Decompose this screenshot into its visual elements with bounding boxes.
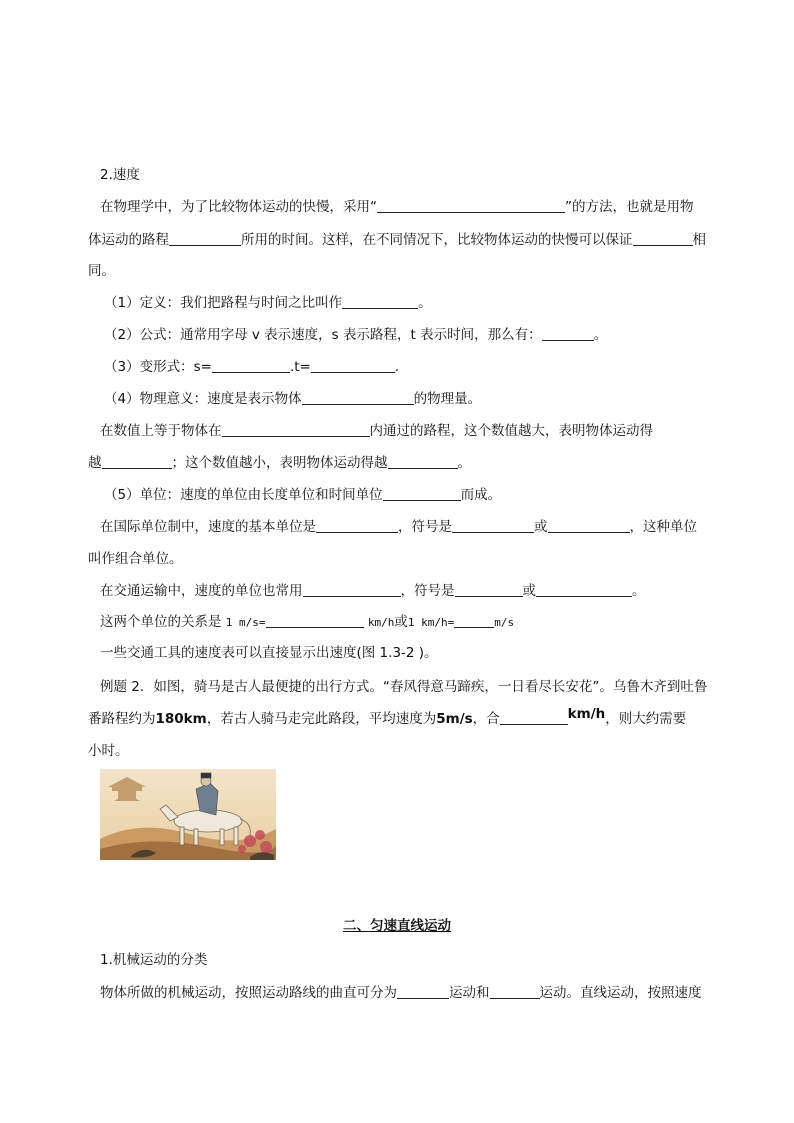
blank-formula[interactable] — [542, 326, 594, 341]
blank-s-formula[interactable] — [212, 358, 290, 373]
formula-line: （2）公式：通常用字母 v 表示速度，s 表示路程，t 表示时间，那么有： 。 — [104, 327, 608, 343]
blank-method[interactable] — [377, 198, 565, 213]
si-unit-line: 在国际单位制中，速度的基本单位是 ，符号是 或 ，这种单位 — [100, 519, 697, 535]
meaning-line: （4）物理意义：速度是表示物体 的物理量。 — [104, 391, 482, 407]
blank-definition[interactable] — [342, 294, 418, 309]
example-2-line-1: 例题 2．如图，骑马是古人最便捷的出行方式。“春风得意马蹄疾，一日看尽长安花”。乌鲁木齐到吐鲁 — [100, 679, 708, 695]
numeric-line-cont: 越 ；这个数值越小，表明物体运动得越 。 — [88, 455, 471, 471]
numeric-line: 在数值上等于物体在 内通过的路程，这个数值越大，表明物体运动得 — [100, 423, 653, 439]
example-2-line-3: 小时。 — [88, 743, 129, 759]
horse-rider-illustration — [100, 769, 276, 860]
traffic-unit-line: 在交通运输中，速度的单位也常用 ，符号是 或 。 — [100, 583, 646, 599]
blank-si-unit[interactable] — [316, 518, 398, 533]
blank-traffic-symbol-1[interactable] — [455, 582, 523, 597]
paragraph-comparison: 在物理学中，为了比较物体运动的快慢，采用“ ”的方法，也就是用物 — [100, 199, 694, 215]
unit-line: （5）单位：速度的单位由长度单位和时间单位 而成。 — [104, 487, 502, 503]
blank-traffic-symbol-2[interactable] — [536, 582, 632, 597]
blank-unit-time[interactable] — [222, 422, 370, 437]
si-unit-line-cont: 叫作组合单位。 — [88, 551, 183, 567]
variants-line: （3）变形式：s= .t= . — [104, 359, 400, 375]
blank-t-formula[interactable] — [311, 358, 395, 373]
blank-meaning[interactable] — [302, 390, 414, 405]
subsection-title-mechanical-motion: 1.机械运动的分类 — [100, 952, 208, 968]
definition-line: （1）定义：我们把路程与时间之比叫作 。 — [104, 295, 432, 311]
blank-kmh-conversion[interactable] — [500, 710, 568, 725]
section-heading-uniform-linear-motion: 二、匀速直线运动 — [343, 918, 451, 934]
example-2-line-2: 番路程约为180km，若古人骑马走完此路段，平均速度为5m/s，合 km/h，则大约需要 — [88, 706, 687, 727]
blank-mps-to-kmh[interactable] — [266, 613, 364, 628]
blank-slower[interactable] — [388, 454, 458, 469]
blank-straight[interactable] — [397, 984, 449, 999]
blank-same-quantity[interactable] — [633, 231, 693, 246]
blank-si-symbol-2[interactable] — [548, 518, 630, 533]
blank-distance-op[interactable] — [169, 231, 241, 246]
blank-faster[interactable] — [102, 454, 172, 469]
blank-unit-composition[interactable] — [383, 486, 461, 501]
speedometer-note: 一些交通工具的速度表可以直接显示出速度(图 1.3-2 )。 — [100, 645, 438, 661]
section-title-speed: 2.速度 — [100, 167, 140, 183]
blank-si-symbol-1[interactable] — [452, 518, 534, 533]
blank-curved[interactable] — [490, 984, 540, 999]
relation-line: 这两个单位的关系是 1 m/s= km/h或1 km/h= m/s — [100, 614, 515, 630]
blank-traffic-unit[interactable] — [303, 582, 401, 597]
paragraph-comparison-cont: 体运动的路程 所用的时间。这样，在不同情况下，比较物体运动的快慢可以保证 相 — [88, 232, 706, 248]
mechanical-motion-line: 物体所做的机械运动，按照运动路线的曲直可分为 运动和 运动。直线运动，按照速度 — [100, 985, 702, 1001]
blank-kmh-to-mps[interactable] — [454, 613, 494, 628]
paragraph-comparison-end: 同。 — [88, 263, 115, 279]
